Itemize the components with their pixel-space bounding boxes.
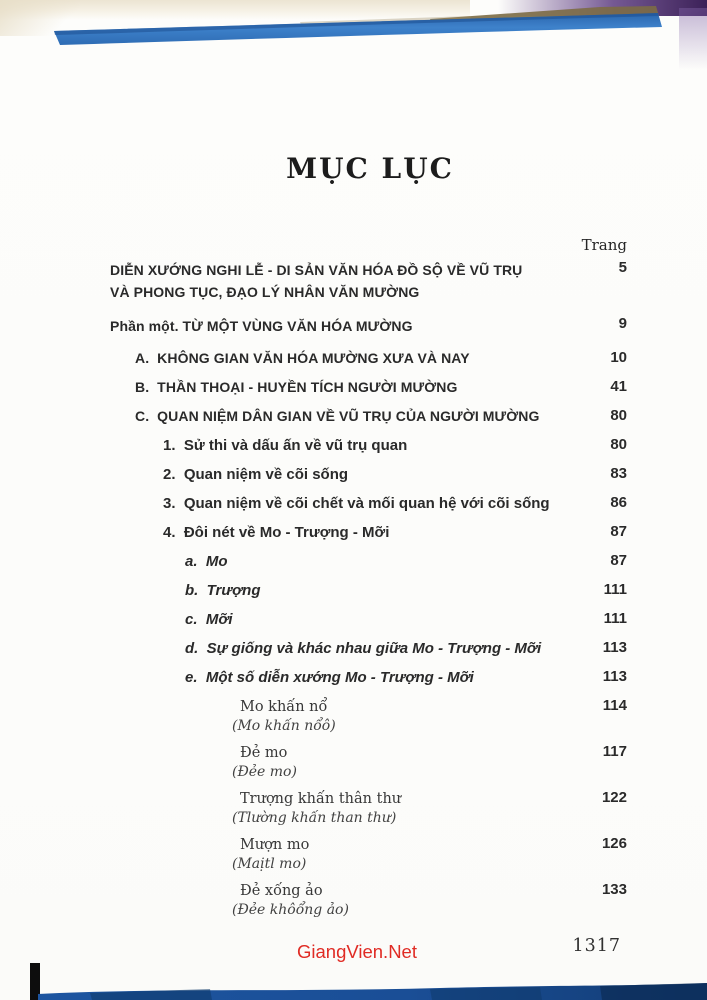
toc-entry-page: 122 [601,789,627,806]
toc-entry-page: 80 [610,407,627,424]
toc-entry [110,789,627,828]
toc-entry [110,881,627,920]
toc-entry-page: 87 [610,523,627,540]
toc-entry-title: b. Trượng [185,582,261,599]
toc-entry [110,465,627,484]
toc-entry [110,668,627,687]
toc-entry-page: 133 [601,881,627,898]
toc-entry-title: d. Sự giống và khác nhau giữa Mo - Trượng - Mỡi [185,640,542,657]
toc-entry [110,315,627,337]
toc-entry-subtitle: (Đẻe mo) [232,764,297,780]
toc-entry-title: a. Mo [185,553,228,570]
toc-entry-page: 111 [603,610,627,627]
toc-entry-page: 83 [610,465,627,482]
watermark-text: GiangVien.Net [297,941,417,962]
bottom-band-dark-patch [430,987,542,1000]
toc-entry-subtitle: (Mo khấn nổô) [232,718,336,734]
toc-entry-title: Phần một. TỪ MỘT VÙNG VĂN HÓA MƯỜNG [110,318,413,334]
bottom-band-dark-patch [600,983,707,1000]
toc-entry-title: Mượn mo (Maịtl mo) [232,837,310,872]
page-column-header: Trang [581,236,627,254]
toc-entry-title: 2. Quan niệm về cõi sống [163,466,349,483]
scan-paper-corner-top-left [0,0,80,36]
toc-entry [110,407,627,426]
toc-entry [110,835,627,874]
toc-entry-page: 111 [603,581,627,598]
toc-entry-subtitle: (Đẻe khôổng ảo) [232,902,349,918]
scan-black-corner-mark [30,963,40,1000]
toc-entry-title: 1. Sử thi và dấu ấn về vũ trụ quan [163,437,408,454]
toc-entry-title: Đẻ mo (Đẻe mo) [232,745,297,780]
toc-entry-title: 4. Đôi nét về Mo - Trượng - Mỡi [163,524,390,541]
toc-entry [110,581,627,600]
toc-entry-page: 113 [602,668,627,685]
toc-entry [110,494,627,513]
page-number: 1317 [572,936,621,956]
toc-entry-title: C. QUAN NIỆM DÂN GIAN VỀ VŨ TRỤ CỦA NGƯỜI MƯỜNG [135,408,540,424]
scan-cover-purple-fade [679,8,707,70]
toc-entry-title: 3. Quan niệm về cõi chết và mối quan hệ với cõi sống [163,495,550,512]
page-title: MỤC LỤC [286,152,454,185]
bottom-band-dark-patch [90,989,212,1000]
toc-list [110,259,627,927]
toc-entry [110,639,627,658]
toc-entry-subtitle: (Maịtl mo) [232,856,307,872]
toc-entry [110,552,627,571]
toc-entry-page: 113 [602,639,627,656]
toc-entry-page: 114 [602,697,627,714]
toc-entry [110,436,627,455]
toc-entry-page: 80 [610,436,627,453]
toc-entry-page: 86 [610,494,627,511]
bottom-blue-band [38,983,707,1000]
toc-entry [110,610,627,629]
toc-entry [110,743,627,782]
toc-entry [110,349,627,368]
toc-entry-title: e. Một số diễn xướng Mo - Trượng - Mỡi [185,669,474,686]
toc-entry-page: 5 [618,259,627,276]
toc-entry-page: 9 [618,315,627,332]
toc-entry [110,259,627,303]
toc-entry [110,523,627,542]
toc-entry-title: Đẻ xống ảo (Đẻe khôổng ảo) [232,883,349,918]
toc-entry-page: 41 [610,378,627,395]
toc-entry-page: 10 [610,349,627,366]
toc-entry [110,697,627,736]
toc-entry-title: Mo khấn nổ (Mo khấn nổô) [232,699,336,734]
toc-entry [110,378,627,397]
toc-entry-page: 126 [601,835,627,852]
scan-cover-purple-strip [498,0,707,16]
toc-entry-title: B. THẦN THOẠI - HUYỀN TÍCH NGƯỜI MƯỜNG [135,379,458,395]
toc-entry-title: c. Mỡi [185,611,233,628]
toc-entry-subtitle: (Tlường khấn than thư) [232,810,397,826]
toc-entry-page: 117 [602,743,627,760]
toc-entry-title: DIỄN XƯỚNG NGHI LỄ - DI SẢN VĂN HÓA ĐỒ SỘ VỀ VŨ TRỤ VÀ PHONG TỤC, ĐẠO LÝ NHÂN VĂN MƯỜNG [110,262,523,300]
toc-entry-title: A. KHÔNG GIAN VĂN HÓA MƯỜNG XƯA VÀ NAY [135,350,470,366]
toc-entry-title: Trượng khấn thân thư (Tlường khấn than thư) [232,791,402,826]
toc-entry-page: 87 [610,552,627,569]
